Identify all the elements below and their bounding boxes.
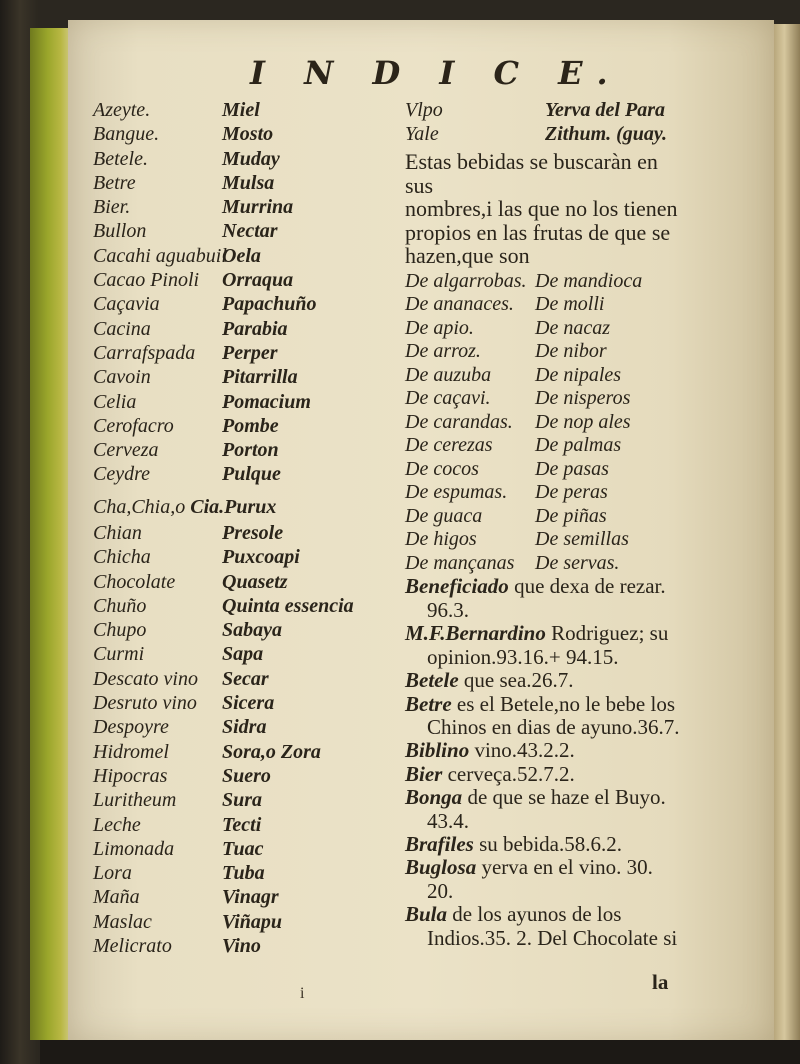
- fruit-left: De apio.: [405, 316, 474, 339]
- index-term: Luritheum: [93, 789, 177, 812]
- fruit-left: De higos: [405, 528, 477, 551]
- fruit-right: De servas.: [535, 551, 620, 574]
- fruit-pair: [405, 293, 680, 317]
- fruit-left: De algarrobas.: [405, 269, 527, 292]
- page-header: I N D I C E.: [250, 54, 622, 92]
- index-term: Sura: [222, 789, 263, 812]
- index-term: Maslac: [93, 910, 152, 933]
- fruit-left: De caçavi.: [405, 387, 491, 410]
- index-entry: [405, 833, 680, 856]
- paragraph-line: hazen,que son: [405, 243, 530, 269]
- index-term: Pitarrilla: [222, 366, 298, 389]
- entry-text: de los ayunos de los Indios.35. 2. Del Chocolate si: [427, 902, 678, 950]
- fruit-left: De cerezas: [405, 434, 493, 457]
- paragraph-line: nombres,i las que no los tienen: [405, 196, 678, 222]
- fruit-left: De mançanas: [405, 551, 515, 574]
- fruit-pair: [405, 434, 680, 458]
- index-term: Cerofacro: [93, 414, 174, 437]
- left-column-a-cont: [93, 521, 233, 958]
- index-term: Sapa: [222, 643, 264, 666]
- fruit-pair: [405, 411, 680, 435]
- index-term: Mulsa: [222, 171, 275, 194]
- index-term: Cerveza: [93, 439, 159, 462]
- index-term: Descato vino: [93, 667, 198, 690]
- index-term: Quinta essencia: [222, 594, 354, 617]
- index-term: Perper: [222, 341, 278, 364]
- index-entry: [405, 786, 680, 833]
- entry-term: Bula: [405, 902, 448, 927]
- index-term: Orraqua: [222, 269, 294, 292]
- pair-right: Yerva del Para: [545, 99, 665, 121]
- catchword: la: [652, 970, 669, 994]
- right-column: [405, 98, 680, 950]
- index-term: Betele.: [93, 147, 148, 170]
- index-term: Cacina: [93, 317, 151, 340]
- merged-index-line: [93, 495, 276, 519]
- index-term: Chian: [93, 522, 142, 544]
- index-term: Sabaya: [222, 619, 282, 642]
- index-entry: [405, 903, 680, 950]
- entry-text: yerva en el vino. 30. 20.: [427, 855, 653, 903]
- index-term: Tuac: [222, 837, 264, 860]
- index-term: Parabia: [222, 317, 288, 340]
- index-term: Viñapu: [222, 910, 283, 933]
- entry-term: Brafiles: [405, 831, 474, 856]
- left-column-a: [93, 98, 233, 487]
- index-term: Murrina: [222, 196, 294, 219]
- fruit-pair: [405, 387, 680, 411]
- entry-text: que dexa de rezar. 96.3.: [427, 574, 666, 622]
- fruit-left: De carandas.: [405, 410, 513, 433]
- merged-left: Cha,Chia,o: [93, 496, 186, 518]
- index-term: Caçavia: [93, 293, 160, 316]
- index-term: Presole: [222, 522, 284, 544]
- fruit-right: De semillas: [535, 528, 629, 551]
- entry-term: Bier: [405, 761, 443, 786]
- index-pair: [405, 122, 680, 146]
- entry-term: Betre: [405, 691, 452, 716]
- index-term: Lora: [93, 862, 132, 885]
- index-term: Celia: [93, 390, 137, 413]
- index-term: Pomacium: [222, 390, 311, 413]
- index-entry: [405, 693, 680, 740]
- index-term: Sidra: [222, 716, 267, 739]
- entry-text: de que se haze el Buyo. 43.4.: [427, 785, 666, 833]
- index-term: Nectar: [222, 220, 278, 243]
- index-term: Tecti: [222, 813, 262, 836]
- index-term: Quasetz: [222, 570, 288, 593]
- fruit-right: De nipales: [535, 363, 622, 386]
- fruit-left: De ananaces.: [405, 293, 514, 316]
- fruit-left: De auzuba: [405, 363, 492, 386]
- index-pair: [405, 98, 680, 122]
- index-term: Pulque: [222, 463, 281, 486]
- index-term: Tuba: [222, 862, 265, 885]
- index-entry: [405, 763, 680, 786]
- index-term: Desruto vino: [93, 692, 197, 715]
- index-term: Curmi: [93, 643, 145, 666]
- entry-text: que sea.26.7.: [458, 668, 574, 693]
- index-term: Chupo: [93, 619, 147, 642]
- entry-text: es el Betele,no le bebe los Chinos en dias de ayuno.36.7.: [427, 691, 680, 739]
- fruit-right: De nacaz: [535, 316, 610, 339]
- index-term: Limonada: [93, 837, 175, 860]
- entry-term: Betele: [405, 668, 459, 693]
- index-term: Sicera: [222, 692, 275, 715]
- index-term: Betre: [93, 171, 136, 194]
- fruit-pair: [405, 552, 680, 576]
- left-column-b-cont: [222, 521, 372, 958]
- entry-term: Biblino: [405, 738, 470, 763]
- fruit-left: De cocos: [405, 457, 479, 480]
- index-entry: [405, 622, 680, 669]
- index-term: Sora,o Zora: [222, 740, 321, 763]
- fruit-right: De nisperos: [535, 387, 631, 410]
- index-term: Cacao Pinoli: [93, 269, 200, 292]
- entry-text: su bebida.58.6.2.: [473, 831, 622, 856]
- index-term: Despoyre: [93, 716, 169, 739]
- fruit-pair: [405, 317, 680, 341]
- index-term: Maña: [93, 886, 140, 909]
- fruit-right: De palmas: [535, 434, 622, 457]
- pair-left: Vlpo: [405, 99, 443, 121]
- index-term: Hidromel: [93, 740, 169, 763]
- index-term: Vinagr: [222, 886, 279, 909]
- index-term: Porton: [222, 439, 279, 462]
- index-term: Cacahi aguabuil: [93, 244, 227, 267]
- fruit-pair: [405, 364, 680, 388]
- index-term: Melicrato: [93, 935, 172, 958]
- index-term: Cavoin: [93, 366, 151, 389]
- index-term: Carrafspada: [93, 341, 196, 364]
- index-entry: [405, 739, 680, 762]
- fruit-left: De espumas.: [405, 481, 508, 504]
- entry-text: vino.43.2.2.: [469, 738, 575, 763]
- fruit-list: [405, 270, 680, 576]
- entry-text: Rodriguez; su opinion.93.16.+ 94.15.: [427, 621, 669, 669]
- entry-term: Buglosa: [405, 855, 477, 880]
- paragraph-line: propios en las frutas de que se: [405, 219, 671, 245]
- scan-bottom-edge: [40, 1040, 800, 1064]
- index-term: Pombe: [222, 414, 279, 437]
- index-term: Muday: [222, 147, 280, 170]
- fruit-right: De peras: [535, 481, 608, 504]
- index-term: Vino: [222, 935, 261, 958]
- left-column-b: [222, 98, 372, 487]
- index-entries: [405, 575, 680, 950]
- index-term: Chocolate: [93, 570, 176, 593]
- index-term: Chuño: [93, 594, 147, 617]
- fruit-left: De guaca: [405, 504, 483, 527]
- page-stack-edge: [774, 24, 800, 1040]
- paragraph-line: Estas bebidas se buscaràn en sus: [405, 149, 658, 198]
- entry-text: cerveça.52.7.2.: [442, 761, 575, 786]
- fruit-right: De nibor: [535, 340, 607, 363]
- fruit-pair: [405, 528, 680, 552]
- pair-right: Zithum. (guay.: [545, 123, 668, 145]
- fruit-pair: [405, 481, 680, 505]
- entry-term: Bonga: [405, 785, 463, 810]
- fruit-right: De piñas: [535, 504, 607, 527]
- index-term: Bullon: [93, 220, 147, 243]
- index-term: Secar: [222, 667, 269, 690]
- entry-term: M.F.Bernardino: [405, 621, 546, 646]
- index-term: Mosto: [222, 123, 274, 146]
- index-term: Miel: [222, 99, 260, 121]
- entry-term: Beneficiado: [405, 574, 509, 599]
- fruit-right: De molli: [535, 293, 605, 316]
- page-mark: i: [300, 985, 305, 1002]
- index-term: Bier.: [93, 196, 131, 219]
- fruit-pair: [405, 270, 680, 294]
- fruit-pair: [405, 340, 680, 364]
- index-term: Oela: [222, 244, 261, 267]
- index-term: Ceydre: [93, 463, 151, 486]
- index-term: Suero: [222, 764, 271, 787]
- index-term: Azeyte.: [93, 99, 151, 121]
- index-term: Leche: [93, 813, 141, 836]
- index-entry: [405, 575, 680, 622]
- index-term: Hipocras: [93, 764, 168, 787]
- index-entry: [405, 856, 680, 903]
- fruit-right: De nop ales: [535, 410, 631, 433]
- index-term: Papachuño: [222, 293, 317, 316]
- index-term: Puxcoapi: [222, 546, 300, 569]
- fruit-right: De mandioca: [535, 269, 643, 292]
- fruit-left: De arroz.: [405, 340, 481, 363]
- index-entry: [405, 669, 680, 692]
- index-term: Chicha: [93, 546, 151, 569]
- merged-right: Cia.Purux: [190, 496, 277, 518]
- index-term: Bangue.: [93, 123, 160, 146]
- fruit-right: De pasas: [535, 457, 609, 480]
- fruit-pair: [405, 458, 680, 482]
- pair-left: Yale: [405, 123, 439, 145]
- fruit-pair: [405, 505, 680, 529]
